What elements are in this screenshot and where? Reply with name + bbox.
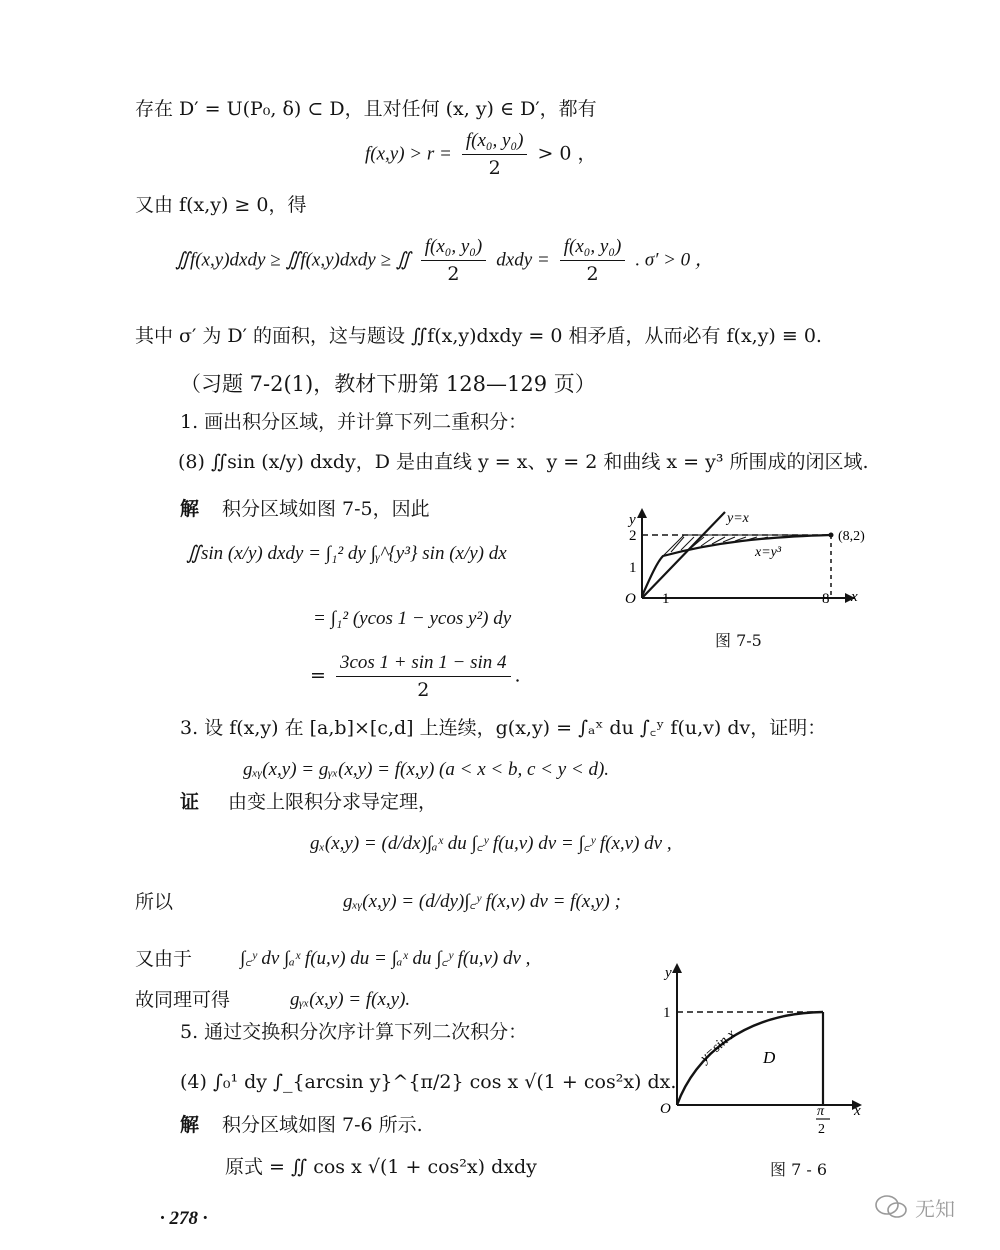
chain-part-b: dxdy = [496,249,550,271]
fig75-cubic-curve [642,535,830,596]
solution-label-2: 解 [180,1114,200,1136]
fraction-2-denominator: 2 [586,263,599,285]
question-1-8: (8) ∬sin (x/y) dxdy，D 是由直线 y = x、y = 2 和曲线 x = y³ 所围成的闭区域. [178,451,869,473]
fig75-line-y-equals-x [642,512,725,598]
fraction-1-numerator: f(x₀, y₀) [421,236,487,261]
solution-eq-3: = $\frac{3\cos 1 + \sin 1 - \sin 4}{2}$ . [310,652,521,701]
solution-label-1: 解 [180,498,200,520]
question-5: 5. 通过交换积分次序计算下列二次积分： [180,1021,528,1043]
fig75-tick-y2: 2 [629,528,637,544]
question-1: 1. 画出积分区域，并计算下列二重积分： [180,411,528,433]
line-1: 存在 D′ = U(P₀, δ) ⊂ D，且对任何 (x, y) ∈ D′，都有 [135,98,597,120]
proof-eq-3: ∫꜀ʸ dv ∫ₐˣ f(u,v) du = ∫ₐˣ du ∫꜀ʸ f(u,v) dv , [240,948,531,969]
fig75-x-label: x [851,589,858,605]
eq-lhs: f(x,y) > r = [365,143,452,165]
watermark-text: 无知 [915,1197,955,1221]
line-3: 又由 f(x,y) ≥ 0，得 [135,194,307,216]
wechat-icon [873,1193,911,1221]
fig76-tick-2: 2 [818,1122,825,1137]
fig75-point-marker [829,533,834,538]
fig76-sin-curve [677,1012,823,1105]
solution-eq-1: ∬sin (x/y) dxdy = ∫₁² dy ∫ᵧ^{y³} sin (x/y) dx [186,543,507,564]
proof-eq-1: gₓ(x,y) = (d/dx)∫ₐˣ du ∫꜀ʸ f(u,v) dv = ∫꜀ʸ f(x,v) dv , [310,833,672,854]
equation-f-gt-r [365,130,597,179]
proof-label: 证 [180,791,200,813]
fig76-y-arrow [672,963,682,973]
question-3-eq: gₓᵧ(x,y) = gᵧₓ(x,y) = f(x,y) (a < x < b, c < y < d). [243,759,610,780]
fig76-region-label: D [763,1048,776,1067]
result-fraction [336,652,511,701]
question-3: 3. 设 f(x,y) 在 [a,b]×[c,d] 上连续，g(x,y) = ∫ₐˣ du ∫꜀ʸ f(u,v) dv，证明： [180,717,827,739]
solution-eq-2: = ∫₁² (ycos 1 − ycos y²) dy [313,608,512,629]
result-denominator: 2 [417,679,430,701]
watermark [873,1193,963,1221]
fig76-x-label: x [854,1103,861,1119]
fig75-caption: 图 7-5 [715,631,762,650]
fig75-tick-y1: 1 [629,560,637,576]
solution-1-text: 积分区域如图 7-5，因此 [222,498,430,520]
fig75-label-line: y=x [727,511,749,526]
fraction-1 [421,236,487,285]
similarly-label: 故同理可得 [135,989,231,1011]
figure-7-6 [655,955,870,1145]
fraction-denominator: 2 [488,157,501,179]
question-5-4: (4) ∫₀¹ dy ∫_{arcsin y}^{π/2} cos x √(1 + cos²x) dx. [180,1071,677,1093]
line-5: 其中 σ′ 为 D′ 的面积，这与题设 ∬f(x,y)dxdy = 0 相矛盾，从而必有 f(x,y) ≡ 0. [135,325,822,347]
also-label: 又由于 [135,948,193,970]
chain-part-c: . σ′ > 0 ， [635,249,714,271]
section-heading: （习题 7-2(1)，教材下册第 128—129 页） [180,372,596,396]
fig75-tick-x1: 1 [662,591,670,607]
chain-part-a: ∬f(x,y)dxdy ≥ ∬f(x,y)dxdy ≥ ∬ [175,249,411,271]
proof-eq-4: gᵧₓ(x,y) = f(x,y). [290,989,411,1010]
proof-eq-2: gₓᵧ(x,y) = (d/dy)∫꜀ʸ f(x,v) dv = f(x,y) ; [343,891,621,912]
fraction-2-numerator: f(x₀, y₀) [560,236,626,261]
fig75-y-label: y [629,512,636,528]
original-integral: 原式 = ∬ cos x √(1 + cos²x) dxdy [225,1156,537,1178]
fig76-tick-y1: 1 [663,1005,671,1021]
fraction-numerator: f(x₀, y₀) [462,130,528,155]
page-number: · 278 · [160,1208,208,1229]
fig76-curve-label: y=sin x [697,1026,739,1066]
fig75-label-point: (8,2) [838,529,865,544]
fraction [462,130,528,179]
figure-7-5 [615,500,880,650]
equation-inequality-chain [175,236,714,285]
solution-2-text: 积分区域如图 7-6 所示. [222,1114,423,1136]
eq-rhs: > 0 ， [537,142,597,165]
fraction-1-denominator: 2 [447,263,460,285]
fig75-y-arrow [637,508,647,518]
fig76-caption: 图 7 - 6 [770,1160,828,1179]
fraction-2 [560,236,626,285]
fig75-tick-x8: 8 [822,591,830,607]
fig76-y-label: y [665,965,672,981]
fig75-label-cubic: x=y³ [755,545,782,560]
proof-text: 由变上限积分求导定理， [228,791,438,813]
fig75-origin: O [625,591,636,607]
fig76-origin: O [660,1101,671,1117]
fig76-tick-pi: π [817,1104,825,1119]
so-label: 所以 [135,891,174,913]
result-numerator: 3cos 1 + sin 1 − sin 4 [336,652,511,677]
